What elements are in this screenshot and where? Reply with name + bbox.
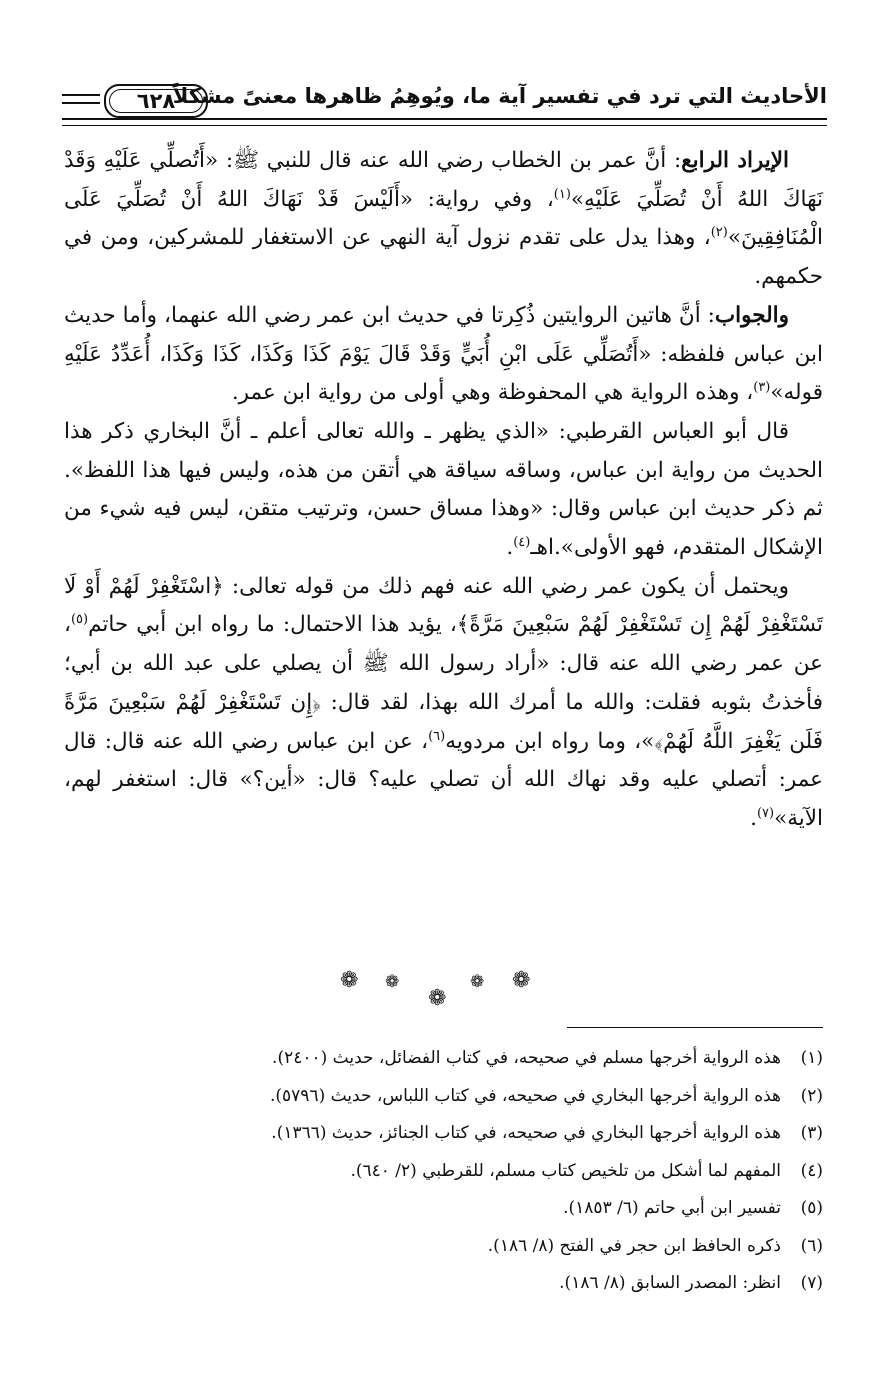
possibility-text: ويحتمل أن يكون عمر رضي الله عنه فهم ذلك من قوله تعالى: ﴿اسْتَغْفِرْ لَهُمْ أَوْ لَا تَسْتَغْفِرْ لَهُمْ إِن تَسْتَغْفِرْ لَهُمْ سَبْعِينَ مَرَّةً﴾، يؤيد هذا الاحتمال: ما رواه ابن أبي حاتم (64, 573, 823, 638)
page-header (62, 82, 827, 126)
footnote-number: (٣) (800, 1123, 823, 1143)
footnote-text: هذه الرواية أخرجها البخاري في صحيحه، في كتاب اللباس، حديث (٥٧٩٦). (270, 1085, 781, 1106)
footnote-number: (٢) (800, 1085, 823, 1106)
punctuation: . (506, 535, 514, 561)
paragraph-answer (64, 297, 823, 413)
qurtubi-text: قال أبو العباس القرطبي: «الذي يظهر ـ والله تعالى أعلم ـ أنَّ البخاري ذكر هذا الحديث من رواية ابن عباس، وساقه سياقة هي أتقن من هذه، وليس فيها هذا اللفظ». ثم ذكر حديث ابن عباس وقال: «وهذا مساق حسن، وترتيب متقن، ليس فيه شيء من الإشكال المتقدم، فهو الأولى».اهـ (64, 418, 823, 561)
footnote-item (80, 1190, 823, 1228)
answer-label: والجواب (714, 302, 789, 328)
answer-text: : أنَّ هاتين الروايتين ذُكِرتا في حديث ابن عمر رضي الله عنهما، وأما حديث ابن عباس فلفظه: «أَتُصَلِّي عَلَى ابْنِ أُبَيٍّ وَقَدْ قَالَ يَوْمَ كَذَا وَكَذَا، كَذَا وَكَذَا، أُعَدِّدُ عَلَيْهِ قوله» (64, 302, 823, 406)
footnote-text: هذه الرواية أخرجها البخاري في صحيحه، في كتاب الجنائز، حديث (١٣٦٦). (271, 1123, 781, 1143)
footnote-number: (٤) (800, 1160, 823, 1181)
flower-ornament: ❁ (470, 972, 485, 992)
footnote-number: (٧) (800, 1273, 823, 1293)
objection-label: الإيراد الرابع (681, 148, 789, 173)
header-ornament-lines (62, 94, 100, 104)
flower-ornament: ❁ (385, 972, 400, 992)
objection-text: ، وهذا يدل على تقدم نزول آية النهي عن الاستغفار للمشركين، ومن في حكمهم. (64, 225, 823, 290)
footnote-item (80, 1228, 823, 1266)
possibility-text: ، عن عمر رضي الله عنه قال: «أراد رسول الله ﷺ أن يصلي على عبد الله بن أبي؛ فأخذتُ بثوبه فقلت: والله ما أمرك الله بهذا، لقد قال: ﴿إِن تَسْتَغْفِرْ لَهُمْ سَبْعِينَ مَرَّةً فَلَن يَغْفِرَ اللَّهُ لَهُمْ﴾»، وما رواه ابن مردويه (64, 612, 823, 754)
objection-text: : أنَّ عمر بن الخطاب رضي الله عنه قال للنبي ﷺ: «أَتُصلِّي عَلَيْهِ وَقَدْ نَهَاكَ اللهُ أَنْ تُصَلِّيَ عَلَيْهِ» (64, 148, 823, 212)
footnote-item (80, 1265, 823, 1303)
footnote-item (80, 1078, 823, 1116)
page-number: ٦٢٨ (136, 89, 176, 113)
footnote-text: هذه الرواية أخرجها مسلم في صحيحه، في كتاب الفضائل، حديث (٢٤٠٠). (272, 1048, 781, 1068)
paragraph-possibility (64, 568, 823, 839)
flower-ornament: ❁ (340, 968, 359, 993)
footnote-number: (٥) (800, 1198, 823, 1218)
flower-ornament: ❁ (512, 968, 531, 993)
flower-ornament: ❁ (428, 986, 447, 1011)
footnote-ref: (١) (553, 186, 571, 202)
punctuation: . (750, 805, 757, 831)
footnote-ref: (٤) (513, 534, 531, 550)
footnotes (80, 1040, 823, 1303)
footnote-ref: (٥) (70, 612, 89, 628)
footnote-item (80, 1115, 823, 1153)
page-number-frame (104, 84, 208, 118)
footnote-text: انظر: المصدر السابق (٨/ ١٨٦). (559, 1273, 781, 1293)
paragraph-qurtubi (64, 413, 823, 568)
footnote-ref: (٣) (753, 380, 771, 396)
section-separator (0, 968, 879, 1012)
footnote-ref: (٢) (710, 225, 728, 241)
footnote-number: (٦) (800, 1235, 823, 1256)
paragraph-objection (64, 142, 823, 297)
header-rule (62, 118, 827, 126)
footnote-item (80, 1040, 823, 1078)
possibility-text: ، عن ابن عباس رضي الله عنه قال: قال عمر: أتصلي عليه وقد نهاك الله أن تصلي عليه؟ قال: «أين؟» قال: استغفر لهم، الآية» (64, 728, 823, 831)
main-text (64, 142, 823, 839)
footnote-text: ذكره الحافظ ابن حجر في الفتح (٨/ ١٨٦). (487, 1235, 781, 1256)
footnote-item (80, 1153, 823, 1191)
footnote-number: (١) (800, 1048, 823, 1068)
answer-text: ، وهذه الرواية هي المحفوظة وهي أولى من رواية ابن عمر. (231, 380, 754, 406)
footnote-rule (567, 1027, 823, 1028)
footnote-ref: (٧) (756, 805, 775, 821)
objection-text: ، وفي رواية: «أَلَيْسَ قَدْ نَهَاكَ اللهُ أَنْ تُصَلِّيَ عَلَى الْمُنَافِقِينَ» (64, 186, 823, 251)
footnote-text: تفسير ابن أبي حاتم (٦/ ١٨٥٣). (563, 1198, 781, 1218)
footnote-text: المفهم لما أشكل من تلخيص كتاب مسلم، للقرطبي (٢/ ٦٤٠). (350, 1160, 781, 1181)
running-title: الأحاديث التي ترد في تفسير آية ما، ويُوهِمُ ظاهرها معنىً مشكلاً (172, 84, 827, 108)
footnote-ref: (٦) (428, 728, 446, 744)
